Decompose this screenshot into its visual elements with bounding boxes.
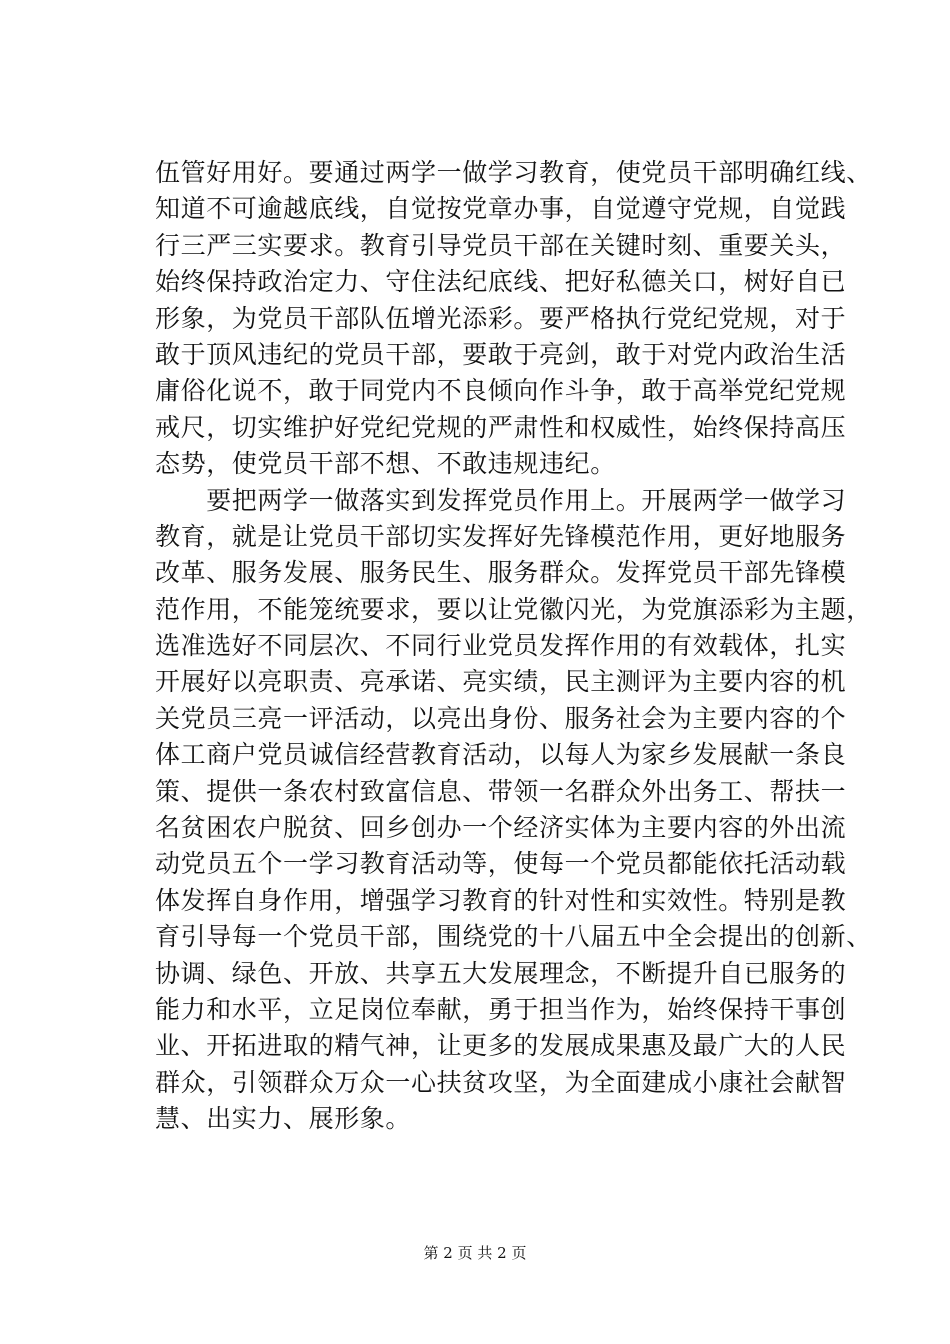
text-line: 体发挥自身作用，增强学习教育的针对性和实效性。特别是教 — [155, 885, 847, 915]
text-line: 戒尺，切实维护好党纪党规的严肃性和权威性，始终保持高压 — [155, 412, 847, 442]
text-line: 慧、出实力、展形象。 — [155, 1104, 412, 1134]
text-line: 教育，就是让党员干部切实发挥好先锋模范作用，更好地服务 — [155, 521, 847, 551]
text-line: 业、开拓进取的精气神，让更多的发展成果惠及最广大的人民 — [155, 1031, 847, 1061]
text-line: 育引导每一个党员干部，围绕党的十八届五中全会提出的创新、 — [155, 922, 872, 952]
page-number-label: 第 2 页 共 2 页 — [423, 1244, 527, 1262]
page-footer — [0, 1243, 950, 1263]
body-text — [155, 155, 872, 1138]
text-line: 范作用，不能笼统要求，要以让党徽闪光，为党旗添彩为主题， — [155, 594, 872, 624]
text-line: 伍管好用好。要通过两学一做学习教育，使党员干部明确红线、 — [155, 158, 872, 187]
text-line: 改革、服务发展、服务民生、服务群众。发挥党员干部先锋模 — [155, 558, 847, 588]
text-line: 体工商户党员诚信经营教育活动，以每人为家乡发展献一条良 — [155, 740, 847, 770]
text-line: 能力和水平，立足岗位奉献，勇于担当作为，始终保持干事创 — [155, 994, 847, 1024]
text-line: 群众，引领群众万众一心扶贫攻坚，为全面建成小康社会献智 — [155, 1067, 847, 1097]
text-line: 开展好以亮职责、亮承诺、亮实绩，民主测评为主要内容的机 — [155, 667, 847, 697]
text-line: 名贫困农户脱贫、回乡创办一个经济实体为主要内容的外出流 — [155, 813, 847, 843]
text-line: 选准选好不同层次、不同行业党员发挥作用的有效载体，扎实 — [155, 631, 847, 661]
text-line: 始终保持政治定力、守住法纪底线、把好私德关口，树好自已 — [155, 267, 847, 297]
text-line: 知道不可逾越底线，自觉按党章办事，自觉遵守党规，自觉践 — [155, 194, 847, 224]
text-line: 庸俗化说不，敢于同党内不良倾向作斗争，敢于高举党纪党规 — [155, 376, 847, 406]
text-line: 行三严三实要求。教育引导党员干部在关键时刻、重要关头， — [155, 230, 847, 260]
text-line: 策、提供一条农村致富信息、带领一名群众外出务工、帮扶一 — [155, 776, 847, 806]
text-line: 敢于顶风违纪的党员干部，要敢于亮剑，敢于对党内政治生活 — [155, 339, 847, 369]
text-line: 动党员五个一学习教育活动等，使每一个党员都能依托活动载 — [155, 849, 847, 879]
text-line: 形象，为党员干部队伍增光添彩。要严格执行党纪党规，对于 — [155, 303, 847, 333]
text-line: 态势，使党员干部不想、不敢违规违纪。 — [155, 449, 616, 479]
paragraph-start-line: 要把两学一做落实到发挥党员作用上。开展两学一做学习 — [155, 485, 847, 515]
text-line: 协调、绿色、开放、共享五大发展理念，不断提升自已服务的 — [155, 958, 847, 988]
text-line: 关党员三亮一评活动，以亮出身份、服务社会为主要内容的个 — [155, 703, 847, 733]
